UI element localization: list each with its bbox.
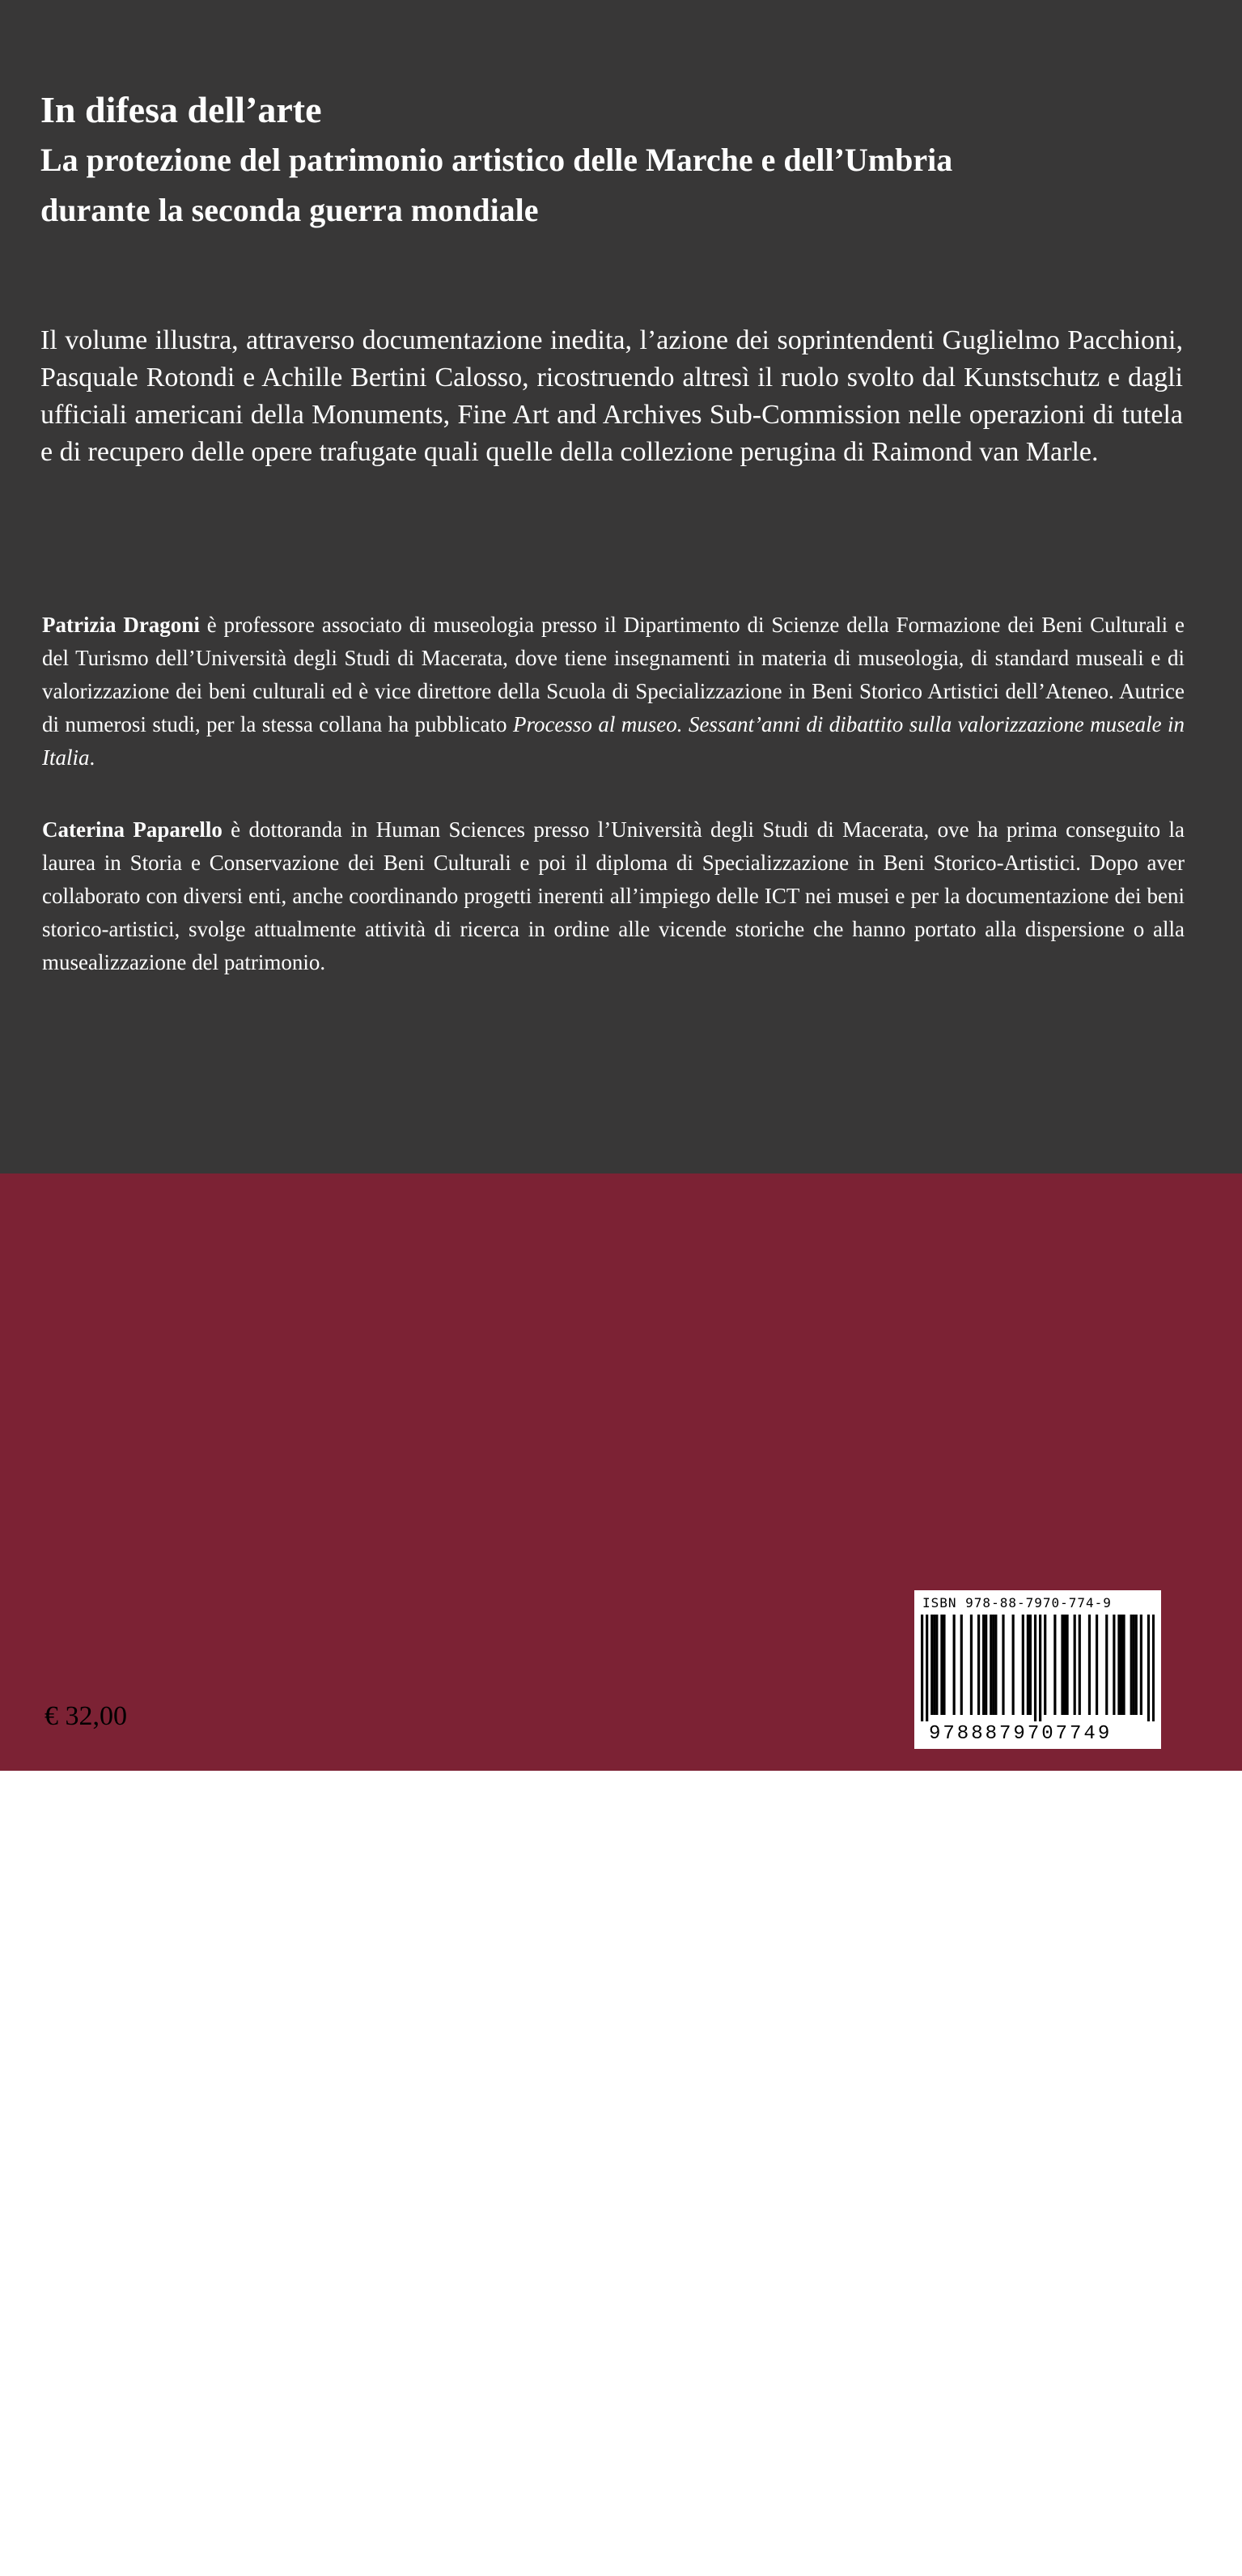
author-bio-text-end: . xyxy=(89,745,95,770)
barcode-bar xyxy=(1053,1615,1056,1715)
upper-section xyxy=(0,0,1242,1173)
barcode-bar xyxy=(921,1615,923,1721)
barcode-bar xyxy=(970,1615,973,1715)
barcode-bar xyxy=(1012,1615,1015,1715)
barcode-bar xyxy=(992,1615,994,1715)
isbn-label: ISBN 978-88-7970-774-9 xyxy=(922,1595,1112,1611)
barcode-bar xyxy=(1066,1615,1068,1715)
barcode-bar xyxy=(1130,1615,1133,1715)
author-bio-text: è professore associato di museologia presso il Dipartimento di Scienze della Formazione dei Beni Culturali e del Turismo dell’Università degli Studi di Macerata, dove tiene insegnamenti in materia di museologia, di standard museali e di valorizzazione dei beni culturali ed è vice direttore della Scuola di Specializzazione in Beni Storico Artistici dell’Ateneo. Autrice di numerosi studi, per la stessa collana ha pubblicato xyxy=(42,613,1185,736)
barcode-bar xyxy=(1002,1615,1004,1715)
book-subtitle-line-2: durante la seconda guerra mondiale xyxy=(40,192,539,228)
barcode-bar xyxy=(1113,1615,1115,1715)
barcode-bar xyxy=(1152,1615,1155,1721)
author-bio-dragoni xyxy=(42,609,1185,774)
barcode-bar xyxy=(1044,1615,1046,1715)
isbn-barcode xyxy=(914,1590,1161,1749)
barcode-bar xyxy=(985,1615,987,1715)
barcode-bar xyxy=(960,1615,963,1715)
series-subtitle xyxy=(45,2473,498,2570)
barcode-bar xyxy=(1074,1615,1076,1715)
barcode-bar xyxy=(940,1615,943,1715)
barcode-bar xyxy=(990,1615,992,1715)
barcode-bar xyxy=(1063,1615,1066,1715)
book-description: Il volume illustra, attraverso documentazione inedita, l’azione dei soprintendenti Guglielmo Pacchioni, Pasquale Rotondi e Achille Bertini Calosso, ricostruendo altresì il ruolo svolto dal Kunstschutz e dagli ufficiali americani della Monuments, Fine Art and Archives Sub-Commission nelle operazioni di tutela e di recupero delle opere trafugate quali quelle della collezione perugina di Raimond van Marle. xyxy=(40,325,1183,467)
barcode-bar xyxy=(1022,1615,1024,1715)
barcode-bars xyxy=(921,1615,1155,1721)
barcode-bar xyxy=(943,1615,945,1715)
author-bio-paparello xyxy=(42,813,1185,979)
author-name: Patrizia Dragoni xyxy=(42,613,200,637)
barcode-bar xyxy=(977,1615,980,1715)
title-block xyxy=(40,85,1197,236)
author-name: Caterina Paparello xyxy=(42,817,223,842)
book-subtitle-line-1: La protezione del patrimonio artistico delle Marche e dell’Umbria xyxy=(40,142,953,178)
author-bio-text: è dottoranda in Human Sciences presso l’Università degli Studi di Macerata, ove ha prima conseguito la laurea in Storia e Conservazione dei Beni Culturali e poi il diploma di Specializzazione in Beni Storico-Artistici. Dopo aver collaborato con diversi enti, anche coordinando progetti inerenti all’impiego delle ICT nei musei e per la documentazione dei beni storico-artistici, svolge attualmente attività di ricerca in ordine alle vicende storiche che hanno portato alla dispersione o alla musealizzazione del patrimonio. xyxy=(42,817,1185,974)
barcode-bar xyxy=(935,1615,938,1715)
barcode-bar xyxy=(1034,1615,1036,1721)
barcode-bar xyxy=(953,1615,956,1715)
barcode-bar xyxy=(1117,1615,1120,1715)
ean-digits: 9788879707749 xyxy=(929,1723,1113,1745)
barcode-bar xyxy=(1135,1615,1138,1715)
barcode-bar xyxy=(1079,1615,1081,1715)
barcode-bar xyxy=(1039,1615,1041,1721)
series-subtitle-line-1: Collana di Museologia xyxy=(45,2479,358,2516)
barcode-bar xyxy=(1061,1615,1063,1715)
barcode-bar xyxy=(930,1615,933,1715)
barcode-bar xyxy=(933,1615,935,1715)
barcode-bar xyxy=(1133,1615,1135,1715)
barcode-bar xyxy=(994,1615,997,1715)
barcode-bar xyxy=(1147,1615,1150,1721)
book-title: In difesa dell’arte xyxy=(40,89,322,130)
barcode-bar xyxy=(1096,1615,1098,1715)
series-subtitle-line-2: e Museografia xyxy=(45,2527,242,2565)
barcode-bar xyxy=(926,1615,928,1721)
barcode-bar xyxy=(1122,1615,1125,1715)
series-description: La Collana si propone di offrire strumenti di conoscenza e di confronto tra le discipline che governano il museo. L’intento è quello di fornire un punto d’incontro per le ricerche di carattere storico teorico come per esperienze progettuali ed operative in un paese che dal Rinascimento ha offerto i presupposti per la nascita del museo moderno. xyxy=(528,2418,1160,2572)
cited-book-title: Processo al museo. Sessant’anni di dibattito sulla valorizzazione museale in Italia xyxy=(42,712,1185,770)
barcode-bar xyxy=(1027,1615,1029,1715)
barcode-bar xyxy=(982,1615,985,1715)
barcode-bar xyxy=(1029,1615,1032,1715)
price: € 32,00 xyxy=(45,1701,127,1731)
barcode-bar xyxy=(1105,1615,1108,1715)
series-name: Le Voci del Museo xyxy=(45,2420,362,2466)
barcode-bar xyxy=(1120,1615,1122,1715)
barcode-bar xyxy=(1088,1615,1091,1715)
barcode-bar xyxy=(1140,1615,1142,1715)
